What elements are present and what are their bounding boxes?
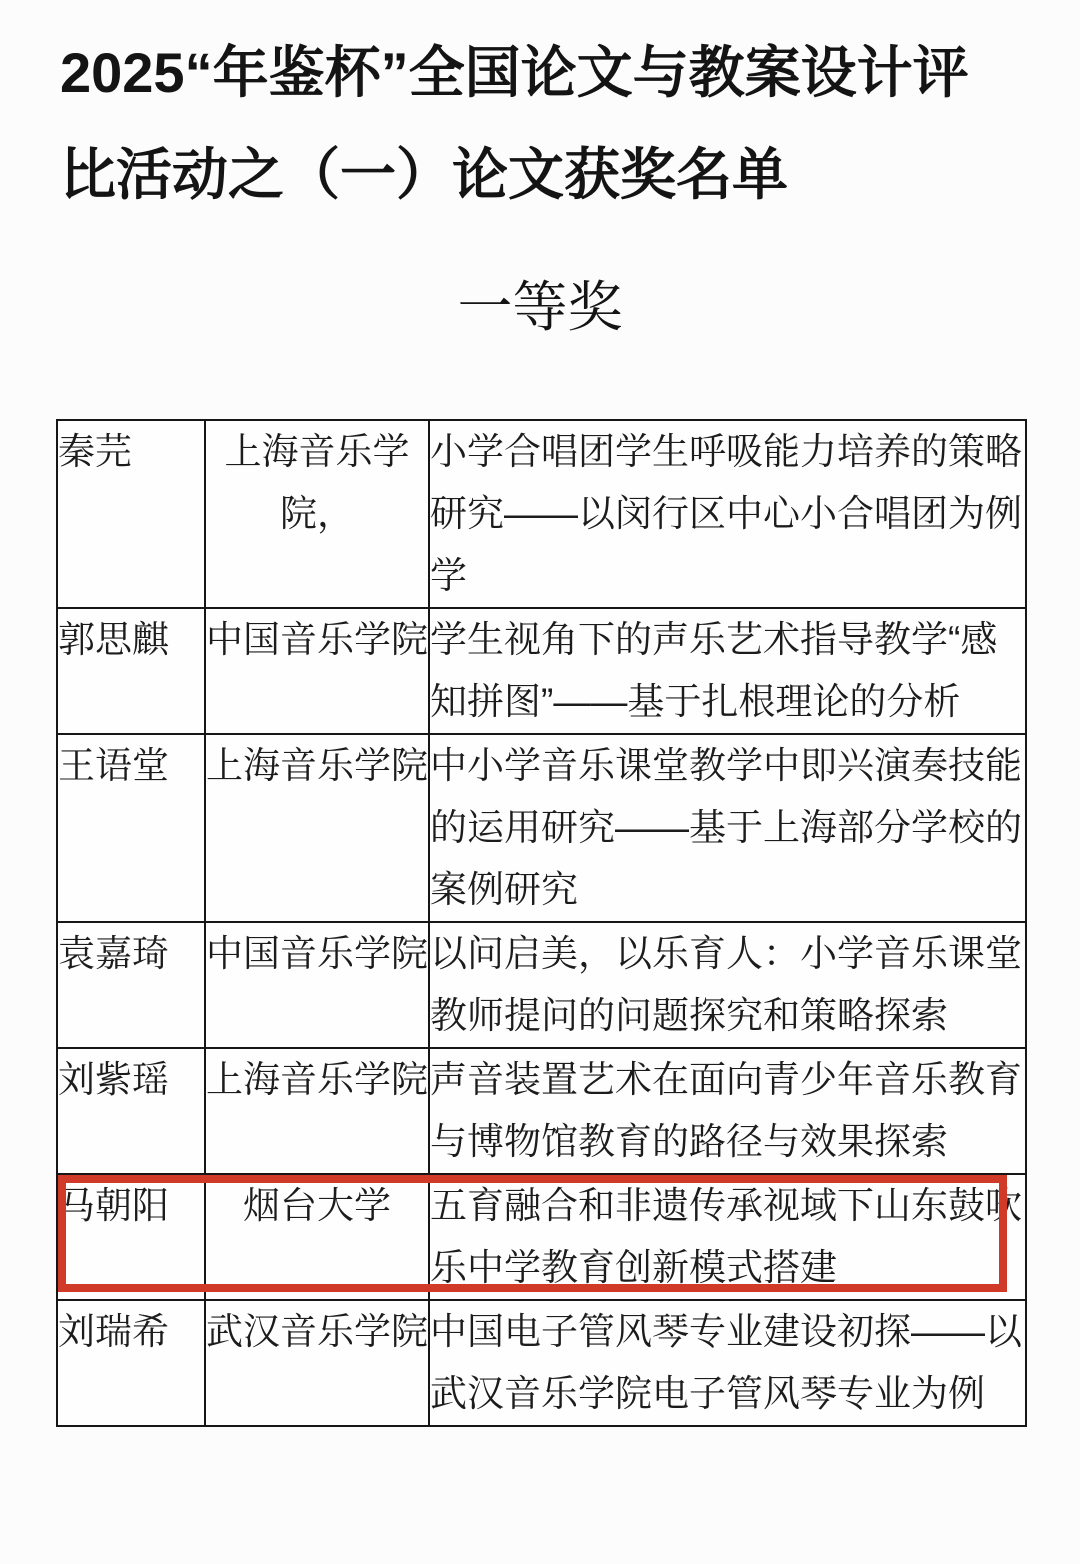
institution-cell: 上海音乐学院 [205,1048,429,1174]
paper-title-cell: 中国电子管风琴专业建设初探——以武汉音乐学院电子管风琴专业为例 [429,1300,1026,1426]
paper-title-cell: 小学合唱团学生呼吸能力培养的策略研究——以闵行区中心小合唱团为例学 [429,420,1026,608]
winner-name-cell: 刘紫瑶 [57,1048,205,1174]
winner-name-cell: 袁嘉琦 [57,922,205,1048]
awards-table-container [56,419,1025,1427]
winner-name-cell: 马朝阳 [57,1174,205,1300]
winner-name-cell: 郭思麒 [57,608,205,734]
table-row [57,1174,1026,1300]
paper-title-cell: 学生视角下的声乐艺术指导教学“感知拼图”——基于扎根理论的分析 [429,608,1026,734]
table-row [57,1048,1026,1174]
winner-name-cell: 秦芫 [57,420,205,608]
institution-cell: 上海音乐学院， [205,420,429,608]
institution-cell: 烟台大学 [205,1174,429,1300]
paper-title-cell: 以问启美，以乐育人：小学音乐课堂教师提问的问题探究和策略探索 [429,922,1026,1048]
winner-name-cell: 刘瑞希 [57,1300,205,1426]
table-row [57,608,1026,734]
table-row [57,922,1026,1048]
table-row [57,734,1026,922]
institution-cell: 中国音乐学院 [205,922,429,1048]
awards-table-body [57,420,1026,1426]
institution-cell: 上海音乐学院 [205,734,429,922]
table-row [57,420,1026,608]
institution-cell: 武汉音乐学院 [205,1300,429,1426]
paper-title-cell: 中小学音乐课堂教学中即兴演奏技能的运用研究——基于上海部分学校的案例研究 [429,734,1026,922]
institution-cell: 中国音乐学院 [205,608,429,734]
award-level-heading: 一等奖 [457,276,623,338]
awards-table [56,419,1027,1427]
paper-title-cell: 声音装置艺术在面向青少年音乐教育与博物馆教育的路径与效果探索 [429,1048,1026,1174]
page-title: 2025“年鉴杯”全国论文与教案设计评比活动之（一）论文获奖名单 [60,41,969,206]
paper-title-cell: 五育融合和非遗传承视域下山东鼓吹乐中学教育创新模式搭建 [429,1174,1026,1300]
winner-name-cell: 王语堂 [57,734,205,922]
table-row [57,1300,1026,1426]
